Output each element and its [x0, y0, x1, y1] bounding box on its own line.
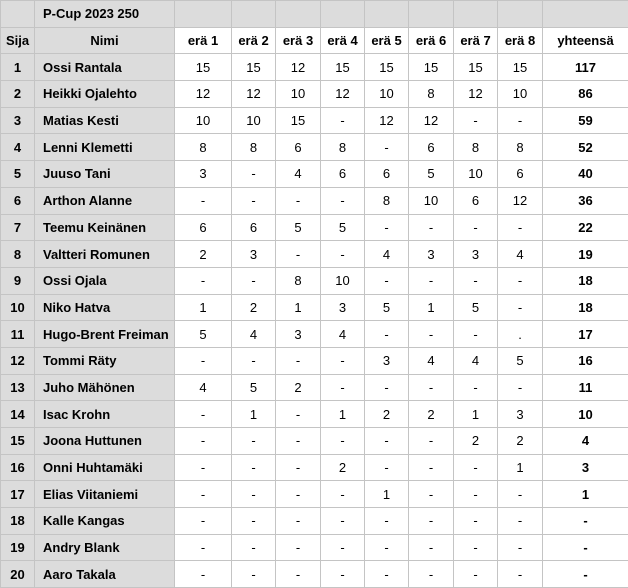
total-cell[interactable]: -	[543, 508, 628, 535]
heat-cell-era-6[interactable]: -	[409, 321, 454, 348]
heat-cell-era-6[interactable]: -	[409, 267, 454, 294]
heat-cell-era-5[interactable]: 5	[365, 294, 409, 321]
heat-cell-era-4[interactable]: 5	[321, 214, 365, 241]
heat-cell-era-7[interactable]: -	[454, 454, 498, 481]
rank-cell[interactable]: 6	[1, 187, 35, 214]
heat-cell-era-5[interactable]: 6	[365, 161, 409, 188]
heat-cell-era-5[interactable]: 1	[365, 481, 409, 508]
heat-cell-era-1[interactable]: 3	[175, 161, 232, 188]
name-cell[interactable]: Tommi Räty	[35, 347, 175, 374]
heat-cell-era-8[interactable]: -	[498, 294, 543, 321]
heat-cell-era-4[interactable]: 6	[321, 161, 365, 188]
total-cell[interactable]: 1	[543, 481, 628, 508]
heat-cell-era-8[interactable]: 5	[498, 347, 543, 374]
rank-cell[interactable]: 12	[1, 347, 35, 374]
heat-cell-era-1[interactable]: -	[175, 481, 232, 508]
heat-cell-era-7[interactable]: -	[454, 321, 498, 348]
total-cell[interactable]: -	[543, 534, 628, 561]
header-era-8[interactable]: erä 8	[498, 27, 543, 54]
heat-cell-era-4[interactable]: -	[321, 347, 365, 374]
heat-cell-era-4[interactable]: 10	[321, 267, 365, 294]
heat-cell-era-6[interactable]: -	[409, 481, 454, 508]
heat-cell-era-7[interactable]: 10	[454, 161, 498, 188]
heat-cell-era-5[interactable]: -	[365, 214, 409, 241]
title-empty-cell[interactable]	[232, 1, 276, 28]
name-cell[interactable]: Arthon Alanne	[35, 187, 175, 214]
heat-cell-era-3[interactable]: -	[276, 454, 321, 481]
heat-cell-era-2[interactable]: -	[232, 187, 276, 214]
heat-cell-era-2[interactable]: 12	[232, 81, 276, 108]
name-cell[interactable]: Hugo-Brent Freiman	[35, 321, 175, 348]
heat-cell-era-6[interactable]: -	[409, 214, 454, 241]
heat-cell-era-7[interactable]: 4	[454, 347, 498, 374]
table-row	[1, 374, 628, 401]
total-cell[interactable]: 19	[543, 241, 628, 268]
heat-cell-era-5[interactable]: 2	[365, 401, 409, 428]
heat-cell-era-4[interactable]: 15	[321, 54, 365, 81]
heat-cell-era-6[interactable]: 1	[409, 294, 454, 321]
heat-cell-era-7[interactable]: 6	[454, 187, 498, 214]
header-nimi[interactable]: Nimi	[35, 27, 175, 54]
heat-cell-era-7[interactable]: -	[454, 508, 498, 535]
table-row	[1, 161, 628, 188]
heat-cell-era-7[interactable]: 5	[454, 294, 498, 321]
heat-cell-era-2[interactable]: -	[232, 481, 276, 508]
heat-cell-era-1[interactable]: 4	[175, 374, 232, 401]
heat-cell-era-1[interactable]: -	[175, 454, 232, 481]
heat-cell-era-4[interactable]: -	[321, 241, 365, 268]
heat-cell-era-8[interactable]: -	[498, 481, 543, 508]
heat-cell-era-5[interactable]: -	[365, 534, 409, 561]
heat-cell-era-6[interactable]: -	[409, 508, 454, 535]
heat-cell-era-8[interactable]: -	[498, 214, 543, 241]
total-cell[interactable]: 52	[543, 134, 628, 161]
heat-cell-era-7[interactable]: 15	[454, 54, 498, 81]
header-era-4[interactable]: erä 4	[321, 27, 365, 54]
rank-cell[interactable]: 8	[1, 241, 35, 268]
table-row	[1, 534, 628, 561]
rank-cell[interactable]: 14	[1, 401, 35, 428]
table-row	[1, 401, 628, 428]
heat-cell-era-5[interactable]: -	[365, 134, 409, 161]
heat-cell-era-5[interactable]: -	[365, 508, 409, 535]
heat-cell-era-4[interactable]: 4	[321, 321, 365, 348]
heat-cell-era-3[interactable]: -	[276, 508, 321, 535]
heat-cell-era-4[interactable]: -	[321, 107, 365, 134]
total-cell[interactable]: 59	[543, 107, 628, 134]
heat-cell-era-3[interactable]: 15	[276, 107, 321, 134]
heat-cell-era-3[interactable]: -	[276, 561, 321, 588]
heat-cell-era-2[interactable]: 1	[232, 401, 276, 428]
header-era-7[interactable]: erä 7	[454, 27, 498, 54]
heat-cell-era-3[interactable]: -	[276, 428, 321, 455]
heat-cell-era-3[interactable]: -	[276, 347, 321, 374]
name-cell[interactable]: Teemu Keinänen	[35, 214, 175, 241]
header-row	[1, 27, 628, 54]
heat-cell-era-4[interactable]: -	[321, 481, 365, 508]
heat-cell-era-4[interactable]: 8	[321, 134, 365, 161]
total-cell[interactable]: 36	[543, 187, 628, 214]
heat-cell-era-5[interactable]: 4	[365, 241, 409, 268]
heat-cell-era-8[interactable]: 6	[498, 161, 543, 188]
heat-cell-era-1[interactable]: 8	[175, 134, 232, 161]
heat-cell-era-3[interactable]: 12	[276, 54, 321, 81]
heat-cell-era-2[interactable]: -	[232, 428, 276, 455]
heat-cell-era-7[interactable]: 8	[454, 134, 498, 161]
heat-cell-era-1[interactable]: 1	[175, 294, 232, 321]
heat-cell-era-2[interactable]: 10	[232, 107, 276, 134]
table-row	[1, 214, 628, 241]
table-row	[1, 508, 628, 535]
rank-cell[interactable]: 9	[1, 267, 35, 294]
heat-cell-era-8[interactable]: -	[498, 534, 543, 561]
heat-cell-era-4[interactable]: -	[321, 508, 365, 535]
heat-cell-era-8[interactable]: -	[498, 561, 543, 588]
total-cell[interactable]: 86	[543, 81, 628, 108]
rank-cell[interactable]: 10	[1, 294, 35, 321]
heat-cell-era-1[interactable]: 10	[175, 107, 232, 134]
title-spacer-cell[interactable]	[1, 1, 35, 28]
heat-cell-era-6[interactable]: 8	[409, 81, 454, 108]
rank-cell[interactable]: 5	[1, 161, 35, 188]
header-era-2[interactable]: erä 2	[232, 27, 276, 54]
name-cell[interactable]: Lenni Klemetti	[35, 134, 175, 161]
heat-cell-era-7[interactable]: 3	[454, 241, 498, 268]
heat-cell-era-3[interactable]: -	[276, 534, 321, 561]
heat-cell-era-4[interactable]: 12	[321, 81, 365, 108]
total-cell[interactable]: 40	[543, 161, 628, 188]
title-empty-cell[interactable]	[543, 1, 628, 28]
heat-cell-era-3[interactable]: 5	[276, 214, 321, 241]
heat-cell-era-1[interactable]: 5	[175, 321, 232, 348]
heat-cell-era-8[interactable]: -	[498, 267, 543, 294]
name-cell[interactable]: Onni Huhtamäki	[35, 454, 175, 481]
heat-cell-era-6[interactable]: -	[409, 454, 454, 481]
heat-cell-era-6[interactable]: 10	[409, 187, 454, 214]
heat-cell-era-4[interactable]: 3	[321, 294, 365, 321]
rank-cell[interactable]: 18	[1, 508, 35, 535]
header-era-3[interactable]: erä 3	[276, 27, 321, 54]
heat-cell-era-8[interactable]: -	[498, 508, 543, 535]
name-cell[interactable]: Kalle Kangas	[35, 508, 175, 535]
name-cell[interactable]: Niko Hatva	[35, 294, 175, 321]
rank-cell[interactable]: 17	[1, 481, 35, 508]
heat-cell-era-5[interactable]: -	[365, 374, 409, 401]
heat-cell-era-1[interactable]: -	[175, 508, 232, 535]
rank-cell[interactable]: 1	[1, 54, 35, 81]
total-cell[interactable]: 22	[543, 214, 628, 241]
total-cell[interactable]: 16	[543, 347, 628, 374]
name-cell[interactable]: Andry Blank	[35, 534, 175, 561]
heat-cell-era-8[interactable]: 3	[498, 401, 543, 428]
name-cell[interactable]: Ossi Ojala	[35, 267, 175, 294]
rank-cell[interactable]: 7	[1, 214, 35, 241]
heat-cell-era-8[interactable]: -	[498, 107, 543, 134]
title-row	[1, 1, 628, 28]
heat-cell-era-6[interactable]: 3	[409, 241, 454, 268]
table-row	[1, 267, 628, 294]
heat-cell-era-2[interactable]: -	[232, 561, 276, 588]
title-empty-cell[interactable]	[175, 1, 232, 28]
total-cell[interactable]: -	[543, 561, 628, 588]
heat-cell-era-7[interactable]: 12	[454, 81, 498, 108]
name-cell[interactable]: Isac Krohn	[35, 401, 175, 428]
heat-cell-era-4[interactable]: 1	[321, 401, 365, 428]
table-row	[1, 241, 628, 268]
total-cell[interactable]: 17	[543, 321, 628, 348]
table-row	[1, 134, 628, 161]
total-cell[interactable]: 18	[543, 294, 628, 321]
heat-cell-era-2[interactable]: 8	[232, 134, 276, 161]
heat-cell-era-1[interactable]: 15	[175, 54, 232, 81]
heat-cell-era-1[interactable]: -	[175, 428, 232, 455]
header-era-6[interactable]: erä 6	[409, 27, 454, 54]
name-cell[interactable]: Heikki Ojalehto	[35, 81, 175, 108]
heat-cell-era-8[interactable]: 8	[498, 134, 543, 161]
heat-cell-era-7[interactable]: -	[454, 561, 498, 588]
heat-cell-era-2[interactable]: -	[232, 508, 276, 535]
heat-cell-era-2[interactable]: -	[232, 454, 276, 481]
title-empty-cell[interactable]	[454, 1, 498, 28]
title-empty-cell[interactable]	[498, 1, 543, 28]
rank-cell[interactable]: 16	[1, 454, 35, 481]
heat-cell-era-8[interactable]: 12	[498, 187, 543, 214]
heat-cell-era-3[interactable]: 2	[276, 374, 321, 401]
heat-cell-era-2[interactable]: 6	[232, 214, 276, 241]
heat-cell-era-1[interactable]: -	[175, 347, 232, 374]
name-cell[interactable]: Elias Viitaniemi	[35, 481, 175, 508]
heat-cell-era-8[interactable]: -	[498, 374, 543, 401]
heat-cell-era-5[interactable]: 10	[365, 81, 409, 108]
heat-cell-era-5[interactable]: 3	[365, 347, 409, 374]
heat-cell-era-7[interactable]: 2	[454, 428, 498, 455]
table-row	[1, 481, 628, 508]
heat-cell-era-7[interactable]: -	[454, 374, 498, 401]
heat-cell-era-3[interactable]: 3	[276, 321, 321, 348]
heat-cell-era-5[interactable]: -	[365, 561, 409, 588]
heat-cell-era-2[interactable]: 15	[232, 54, 276, 81]
heat-cell-era-7[interactable]: -	[454, 107, 498, 134]
heat-cell-era-4[interactable]: -	[321, 428, 365, 455]
heat-cell-era-5[interactable]: -	[365, 428, 409, 455]
heat-cell-era-5[interactable]: -	[365, 267, 409, 294]
heat-cell-era-1[interactable]: -	[175, 534, 232, 561]
heat-cell-era-4[interactable]: -	[321, 561, 365, 588]
heat-cell-era-4[interactable]: 2	[321, 454, 365, 481]
sheet-title[interactable]: P-Cup 2023 250	[35, 1, 175, 28]
heat-cell-era-2[interactable]: -	[232, 267, 276, 294]
header-sija[interactable]: Sija	[1, 27, 35, 54]
heat-cell-era-8[interactable]: .	[498, 321, 543, 348]
table-row	[1, 54, 628, 81]
heat-cell-era-6[interactable]: -	[409, 561, 454, 588]
heat-cell-era-3[interactable]: -	[276, 241, 321, 268]
heat-cell-era-7[interactable]: -	[454, 481, 498, 508]
header-era-1[interactable]: erä 1	[175, 27, 232, 54]
heat-cell-era-8[interactable]: 15	[498, 54, 543, 81]
heat-cell-era-1[interactable]: -	[175, 401, 232, 428]
heat-cell-era-3[interactable]: -	[276, 481, 321, 508]
total-cell[interactable]: 10	[543, 401, 628, 428]
heat-cell-era-5[interactable]: 8	[365, 187, 409, 214]
total-cell[interactable]: 3	[543, 454, 628, 481]
table-row	[1, 561, 628, 588]
heat-cell-era-6[interactable]: -	[409, 428, 454, 455]
header-era-5[interactable]: erä 5	[365, 27, 409, 54]
heat-cell-era-1[interactable]: 2	[175, 241, 232, 268]
table-row	[1, 321, 628, 348]
table-row	[1, 81, 628, 108]
heat-cell-era-3[interactable]: 6	[276, 134, 321, 161]
heat-cell-era-6[interactable]: 6	[409, 134, 454, 161]
heat-cell-era-6[interactable]: 15	[409, 54, 454, 81]
heat-cell-era-3[interactable]: -	[276, 187, 321, 214]
heat-cell-era-6[interactable]: -	[409, 534, 454, 561]
total-cell[interactable]: 4	[543, 428, 628, 455]
rank-cell[interactable]: 20	[1, 561, 35, 588]
table-row	[1, 107, 628, 134]
heat-cell-era-8[interactable]: 4	[498, 241, 543, 268]
heat-cell-era-3[interactable]: -	[276, 401, 321, 428]
heat-cell-era-6[interactable]: 12	[409, 107, 454, 134]
title-empty-cell[interactable]	[321, 1, 365, 28]
heat-cell-era-6[interactable]: 5	[409, 161, 454, 188]
rank-cell[interactable]: 11	[1, 321, 35, 348]
heat-cell-era-1[interactable]: -	[175, 561, 232, 588]
rank-cell[interactable]: 15	[1, 428, 35, 455]
rank-cell[interactable]: 13	[1, 374, 35, 401]
heat-cell-era-5[interactable]: 15	[365, 54, 409, 81]
total-cell[interactable]: 117	[543, 54, 628, 81]
heat-cell-era-7[interactable]: -	[454, 267, 498, 294]
heat-cell-era-2[interactable]: -	[232, 534, 276, 561]
heat-cell-era-2[interactable]: 2	[232, 294, 276, 321]
heat-cell-era-5[interactable]: 12	[365, 107, 409, 134]
heat-cell-era-1[interactable]: 6	[175, 214, 232, 241]
heat-cell-era-8[interactable]: 2	[498, 428, 543, 455]
table-row	[1, 347, 628, 374]
heat-cell-era-7[interactable]: 1	[454, 401, 498, 428]
heat-cell-era-1[interactable]: -	[175, 187, 232, 214]
total-cell[interactable]: 18	[543, 267, 628, 294]
heat-cell-era-3[interactable]: 4	[276, 161, 321, 188]
header-yhteensa[interactable]: yhteensä	[543, 27, 628, 54]
heat-cell-era-8[interactable]: 10	[498, 81, 543, 108]
name-cell[interactable]: Aaro Takala	[35, 561, 175, 588]
heat-cell-era-5[interactable]: -	[365, 454, 409, 481]
heat-cell-era-8[interactable]: 1	[498, 454, 543, 481]
name-cell[interactable]: Juuso Tani	[35, 161, 175, 188]
heat-cell-era-6[interactable]: 2	[409, 401, 454, 428]
heat-cell-era-2[interactable]: 4	[232, 321, 276, 348]
name-cell[interactable]: Joona Huttunen	[35, 428, 175, 455]
table-row	[1, 294, 628, 321]
heat-cell-era-6[interactable]: 4	[409, 347, 454, 374]
heat-cell-era-6[interactable]: -	[409, 374, 454, 401]
rank-cell[interactable]: 2	[1, 81, 35, 108]
heat-cell-era-3[interactable]: 10	[276, 81, 321, 108]
rank-cell[interactable]: 19	[1, 534, 35, 561]
name-cell[interactable]: Juho Mähönen	[35, 374, 175, 401]
rank-cell[interactable]: 3	[1, 107, 35, 134]
heat-cell-era-7[interactable]: -	[454, 214, 498, 241]
heat-cell-era-5[interactable]: -	[365, 321, 409, 348]
heat-cell-era-2[interactable]: 5	[232, 374, 276, 401]
name-cell[interactable]: Valtteri Romunen	[35, 241, 175, 268]
heat-cell-era-4[interactable]: -	[321, 534, 365, 561]
heat-cell-era-2[interactable]: 3	[232, 241, 276, 268]
heat-cell-era-2[interactable]: -	[232, 161, 276, 188]
title-empty-cell[interactable]	[365, 1, 409, 28]
heat-cell-era-1[interactable]: -	[175, 267, 232, 294]
table-row	[1, 454, 628, 481]
table-row	[1, 428, 628, 455]
heat-cell-era-4[interactable]: -	[321, 374, 365, 401]
heat-cell-era-1[interactable]: 12	[175, 81, 232, 108]
heat-cell-era-3[interactable]: 8	[276, 267, 321, 294]
rank-cell[interactable]: 4	[1, 134, 35, 161]
name-cell[interactable]: Matias Kesti	[35, 107, 175, 134]
heat-cell-era-2[interactable]: -	[232, 347, 276, 374]
title-empty-cell[interactable]	[276, 1, 321, 28]
heat-cell-era-4[interactable]: -	[321, 187, 365, 214]
name-cell[interactable]: Ossi Rantala	[35, 54, 175, 81]
title-empty-cell[interactable]	[409, 1, 454, 28]
table-row	[1, 187, 628, 214]
heat-cell-era-7[interactable]: -	[454, 534, 498, 561]
heat-cell-era-3[interactable]: 1	[276, 294, 321, 321]
total-cell[interactable]: 11	[543, 374, 628, 401]
